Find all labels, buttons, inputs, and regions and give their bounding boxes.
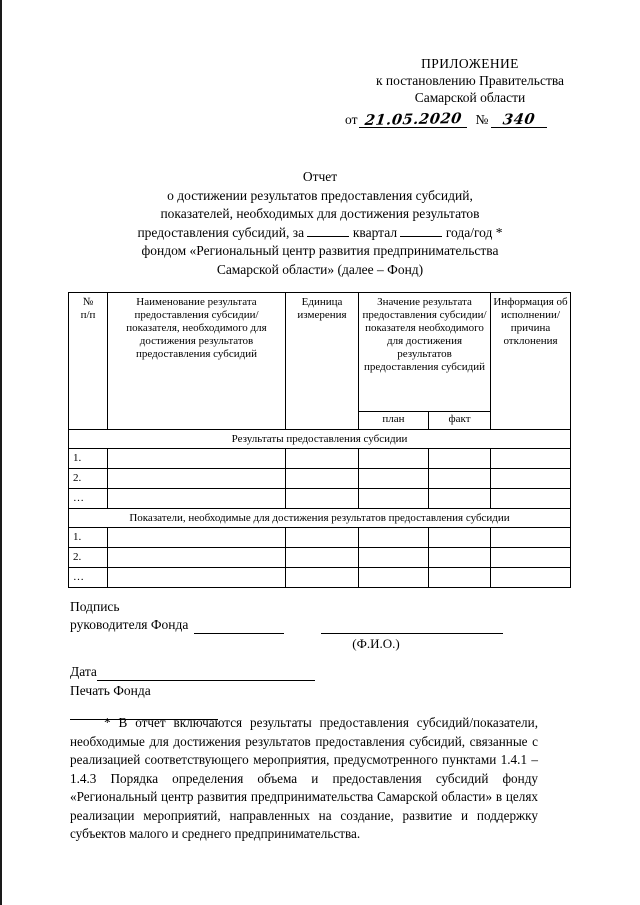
appendix-title: ПРИЛОЖЕНИЕ [421,56,519,71]
cell-unit[interactable] [286,489,359,509]
header-cell-plan: план [359,412,429,430]
section-band-results-label: Результаты предоставления субсидии [69,430,571,449]
row-number: … [69,568,108,588]
seal-label: Печать Фонда [70,683,151,698]
cell-info[interactable] [491,489,571,509]
cell-fact[interactable] [429,469,491,489]
report-table [68,292,571,588]
header-cell-value: Значение результата предоставления субсидии/показателя необходимого для достижения результатов предоставления субсидий [359,293,491,412]
cell-plan[interactable] [359,568,429,588]
table-row[interactable] [69,568,571,588]
cell-unit[interactable] [286,528,359,548]
date-row [70,663,570,681]
cell-name[interactable] [108,469,286,489]
header-cell-info: Информация об исполнении/ причина отклонения [491,293,571,430]
year-blank-field[interactable] [400,236,442,237]
section-band-indicators [69,509,571,528]
decree-number-value: 340 [491,112,547,128]
page-title [70,168,570,279]
row-number: … [69,489,108,509]
cell-name[interactable] [108,489,286,509]
header-number-line1: № [82,296,94,308]
row-number: 1. [69,528,108,548]
cell-info[interactable] [491,568,571,588]
decree-date-value: 21.05.2020 [359,112,467,128]
cell-plan[interactable] [359,469,429,489]
decree-date-label: от [345,112,358,127]
signature-field[interactable] [194,619,284,634]
table-row[interactable] [69,528,571,548]
table-header-row [69,293,571,412]
cell-fact[interactable] [429,548,491,568]
title-line-4 [70,224,570,243]
cell-info[interactable] [491,469,571,489]
header-cell-fact: факт [429,412,491,430]
page-edge-artifact [0,0,2,905]
title-line-3: показателей, необходимых для достижения результатов [160,206,480,221]
row-number: 1. [69,449,108,469]
title-line-5: фондом «Региональный центр развития предпринимательства [141,243,499,258]
quarter-blank-field[interactable] [307,236,349,237]
title-line-6: Самарской области» (далее – Фонд) [216,261,424,277]
cell-unit[interactable] [286,469,359,489]
title-line-2: о достижении результатов предоставления субсидий, [167,187,473,203]
cell-plan[interactable] [359,548,429,568]
table-row[interactable] [69,469,571,489]
title-quarter-label: квартал [352,224,398,240]
cell-fact[interactable] [429,489,491,509]
cell-name[interactable] [108,568,286,588]
appendix-region-line: Самарской области [414,90,526,105]
signature-label-line2: руководителя Фонда [70,617,189,632]
cell-unit[interactable] [286,548,359,568]
section-band-indicators-label: Показатели, необходимые для достижения результатов предоставления субсидии [69,509,571,528]
cell-info[interactable] [491,548,571,568]
header-cell-name: Наименование результата предоставления субсидии/ показателя, необходимого для достижения результатов предоставления субсидий [108,293,286,430]
appendix-header [345,55,595,106]
title-period-prefix: предоставления субсидий, за [137,224,305,240]
decree-number-label: № [475,112,489,127]
cell-unit[interactable] [286,568,359,588]
footnote-text: * В отчет включаются результаты предоставления субсидий/показатели, необходимые для достижения результатов предоставления субсидий, связанные с реализацией соответствующего мероприятия, предусмотренного пунктами 1.4.1 – 1.4.3 Порядка определения объема и предоставления субсидий фонду «Региональный центр развития предпринимательства Самарской области» в целях реализации мероприятий, направленных на создание, развитие и поддержку субъектов малого и среднего предпринимательства. [70,715,538,841]
cell-plan[interactable] [359,528,429,548]
table-row[interactable] [69,489,571,509]
section-band-results [69,430,571,449]
signature-label-line1: Подпись [70,599,120,614]
cell-fact[interactable] [429,528,491,548]
fio-label: (Ф.И.О.) [352,636,400,651]
date-label: Дата [70,664,97,679]
cell-plan[interactable] [359,489,429,509]
header-cell-number [69,293,108,430]
row-number: 2. [69,469,108,489]
signature-block [70,598,570,720]
cell-plan[interactable] [359,449,429,469]
date-field[interactable] [97,666,315,681]
table-row[interactable] [69,449,571,469]
title-line-1: Отчет [302,169,338,184]
cell-name[interactable] [108,548,286,568]
cell-name[interactable] [108,528,286,548]
cell-fact[interactable] [429,449,491,469]
title-year-label: года/год * [445,224,503,240]
fio-field[interactable] [321,619,503,634]
cell-info[interactable] [491,528,571,548]
cell-fact[interactable] [429,568,491,588]
cell-name[interactable] [108,449,286,469]
header-cell-unit: Единица измерения [286,293,359,430]
table-row[interactable] [69,548,571,568]
decree-reference-row [345,109,595,130]
header-number-line2: п/п [80,309,96,321]
appendix-authority-line: к постановлению Правительства [375,73,565,88]
cell-info[interactable] [491,449,571,469]
row-number: 2. [69,548,108,568]
cell-unit[interactable] [286,449,359,469]
signature-row [70,616,570,634]
